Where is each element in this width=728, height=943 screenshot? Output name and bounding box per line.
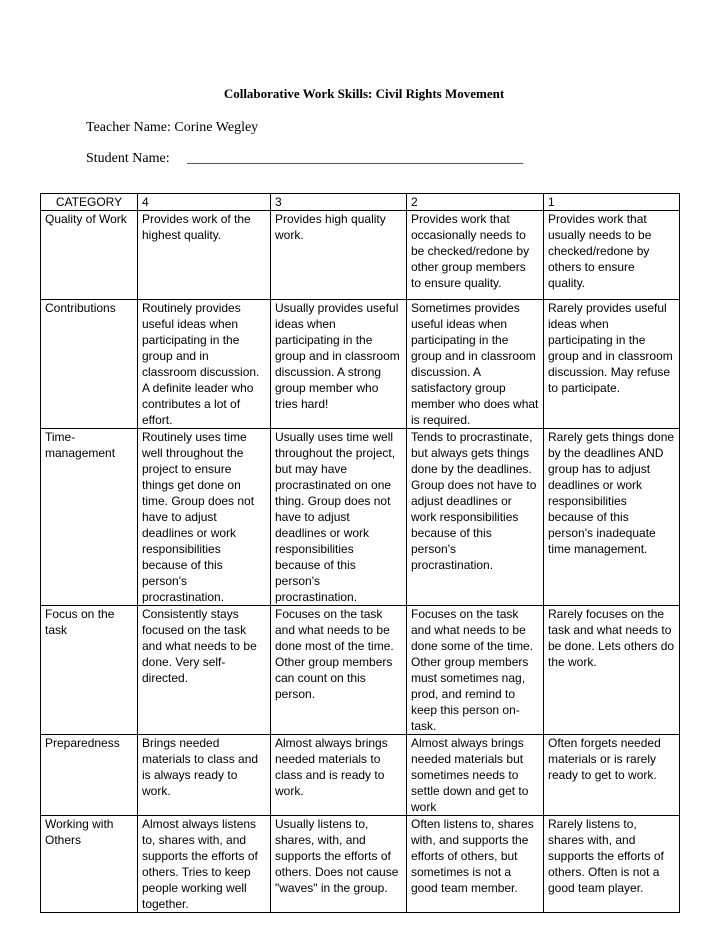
table-row [41, 300, 680, 429]
cell-score-4: Brings needed materials to class and is always ready to work. [138, 735, 271, 816]
cell-score-3: Usually listens to, shares, with, and supports the efforts of others. Does not cause "waves" in the group. [271, 816, 407, 913]
row-category: Contributions [41, 300, 138, 429]
row-category: Time-management [41, 429, 138, 606]
cell-score-3: Provides high quality work. [271, 211, 407, 300]
cell-score-3: Usually provides useful ideas when participating in the group and in classroom discussion. A strong group member who tries hard! [271, 300, 407, 429]
cell-score-2: Almost always brings needed materials but sometimes needs to settle down and get to work [407, 735, 544, 816]
header-score-3: 3 [271, 194, 407, 211]
cell-score-4: Consistently stays focused on the task and what needs to be done. Very self-directed. [138, 606, 271, 735]
row-category: Focus on the task [41, 606, 138, 735]
cell-score-2: Often listens to, shares with, and supports the efforts of others, but sometimes is not a good team member. [407, 816, 544, 913]
rubric-table [40, 193, 680, 913]
cell-score-2: Sometimes provides useful ideas when participating in the group and in classroom discussion. A satisfactory group member who does what is required. [407, 300, 544, 429]
cell-score-4: Routinely provides useful ideas when participating in the group and in classroom discussion. A definite leader who contributes a lot of effort. [138, 300, 271, 429]
cell-score-3: Focuses on the task and what needs to be done most of the time. Other group members can count on this person. [271, 606, 407, 735]
cell-score-4: Almost always listens to, shares with, and supports the efforts of others. Tries to keep people working well together. [138, 816, 271, 913]
table-row [41, 816, 680, 913]
cell-score-1: Rarely listens to, shares with, and supports the efforts of others. Often is not a good team player. [544, 816, 680, 913]
header-row [41, 194, 680, 211]
table-row [41, 429, 680, 606]
cell-score-2: Provides work that occasionally needs to be checked/redone by other group members to ensure quality. [407, 211, 544, 300]
header-score-4: 4 [138, 194, 271, 211]
header-score-1: 1 [544, 194, 680, 211]
cell-score-1: Often forgets needed materials or is rarely ready to get to work. [544, 735, 680, 816]
cell-score-2: Focuses on the task and what needs to be done some of the time. Other group members must sometimes nag, prod, and remind to keep this person on-task. [407, 606, 544, 735]
header-score-2: 2 [407, 194, 544, 211]
header-category: CATEGORY [41, 194, 138, 211]
cell-score-4: Provides work of the highest quality. [138, 211, 271, 300]
cell-score-1: Rarely provides useful ideas when participating in the group and in classroom discussion. May refuse to participate. [544, 300, 680, 429]
student-name: Student Name: ________________________________________________ [86, 151, 524, 166]
cell-score-1: Rarely focuses on the task and what needs to be done. Lets others do the work. [544, 606, 680, 735]
document-title: Collaborative Work Skills: Civil Rights Movement [223, 86, 505, 101]
cell-score-3: Usually uses time well throughout the project, but may have procrastinated on one thing. Group does not have to adjust deadlines or work responsibilities because of this person's procrastination. [271, 429, 407, 606]
teacher-name: Teacher Name: Corine Wegley [86, 120, 259, 135]
row-category: Quality of Work [41, 211, 138, 300]
cell-score-1: Provides work that usually needs to be checked/redone by others to ensure quality. [544, 211, 680, 300]
cell-score-4: Routinely uses time well throughout the project to ensure things get done on time. Group does not have to adjust deadlines or work responsibilities because of this person's procrastination. [138, 429, 271, 606]
table-row [41, 606, 680, 735]
row-category: Preparedness [41, 735, 138, 816]
table-row [41, 735, 680, 816]
cell-score-3: Almost always brings needed materials to class and is ready to work. [271, 735, 407, 816]
cell-score-1: Rarely gets things done by the deadlines AND group has to adjust deadlines or work responsibilities because of this person's inadequate time management. [544, 429, 680, 606]
row-category: Working with Others [41, 816, 138, 913]
table-row [41, 211, 680, 300]
cell-score-2: Tends to procrastinate, but always gets things done by the deadlines. Group does not have to adjust deadlines or work responsibilities because of this person's procrastination. [407, 429, 544, 606]
